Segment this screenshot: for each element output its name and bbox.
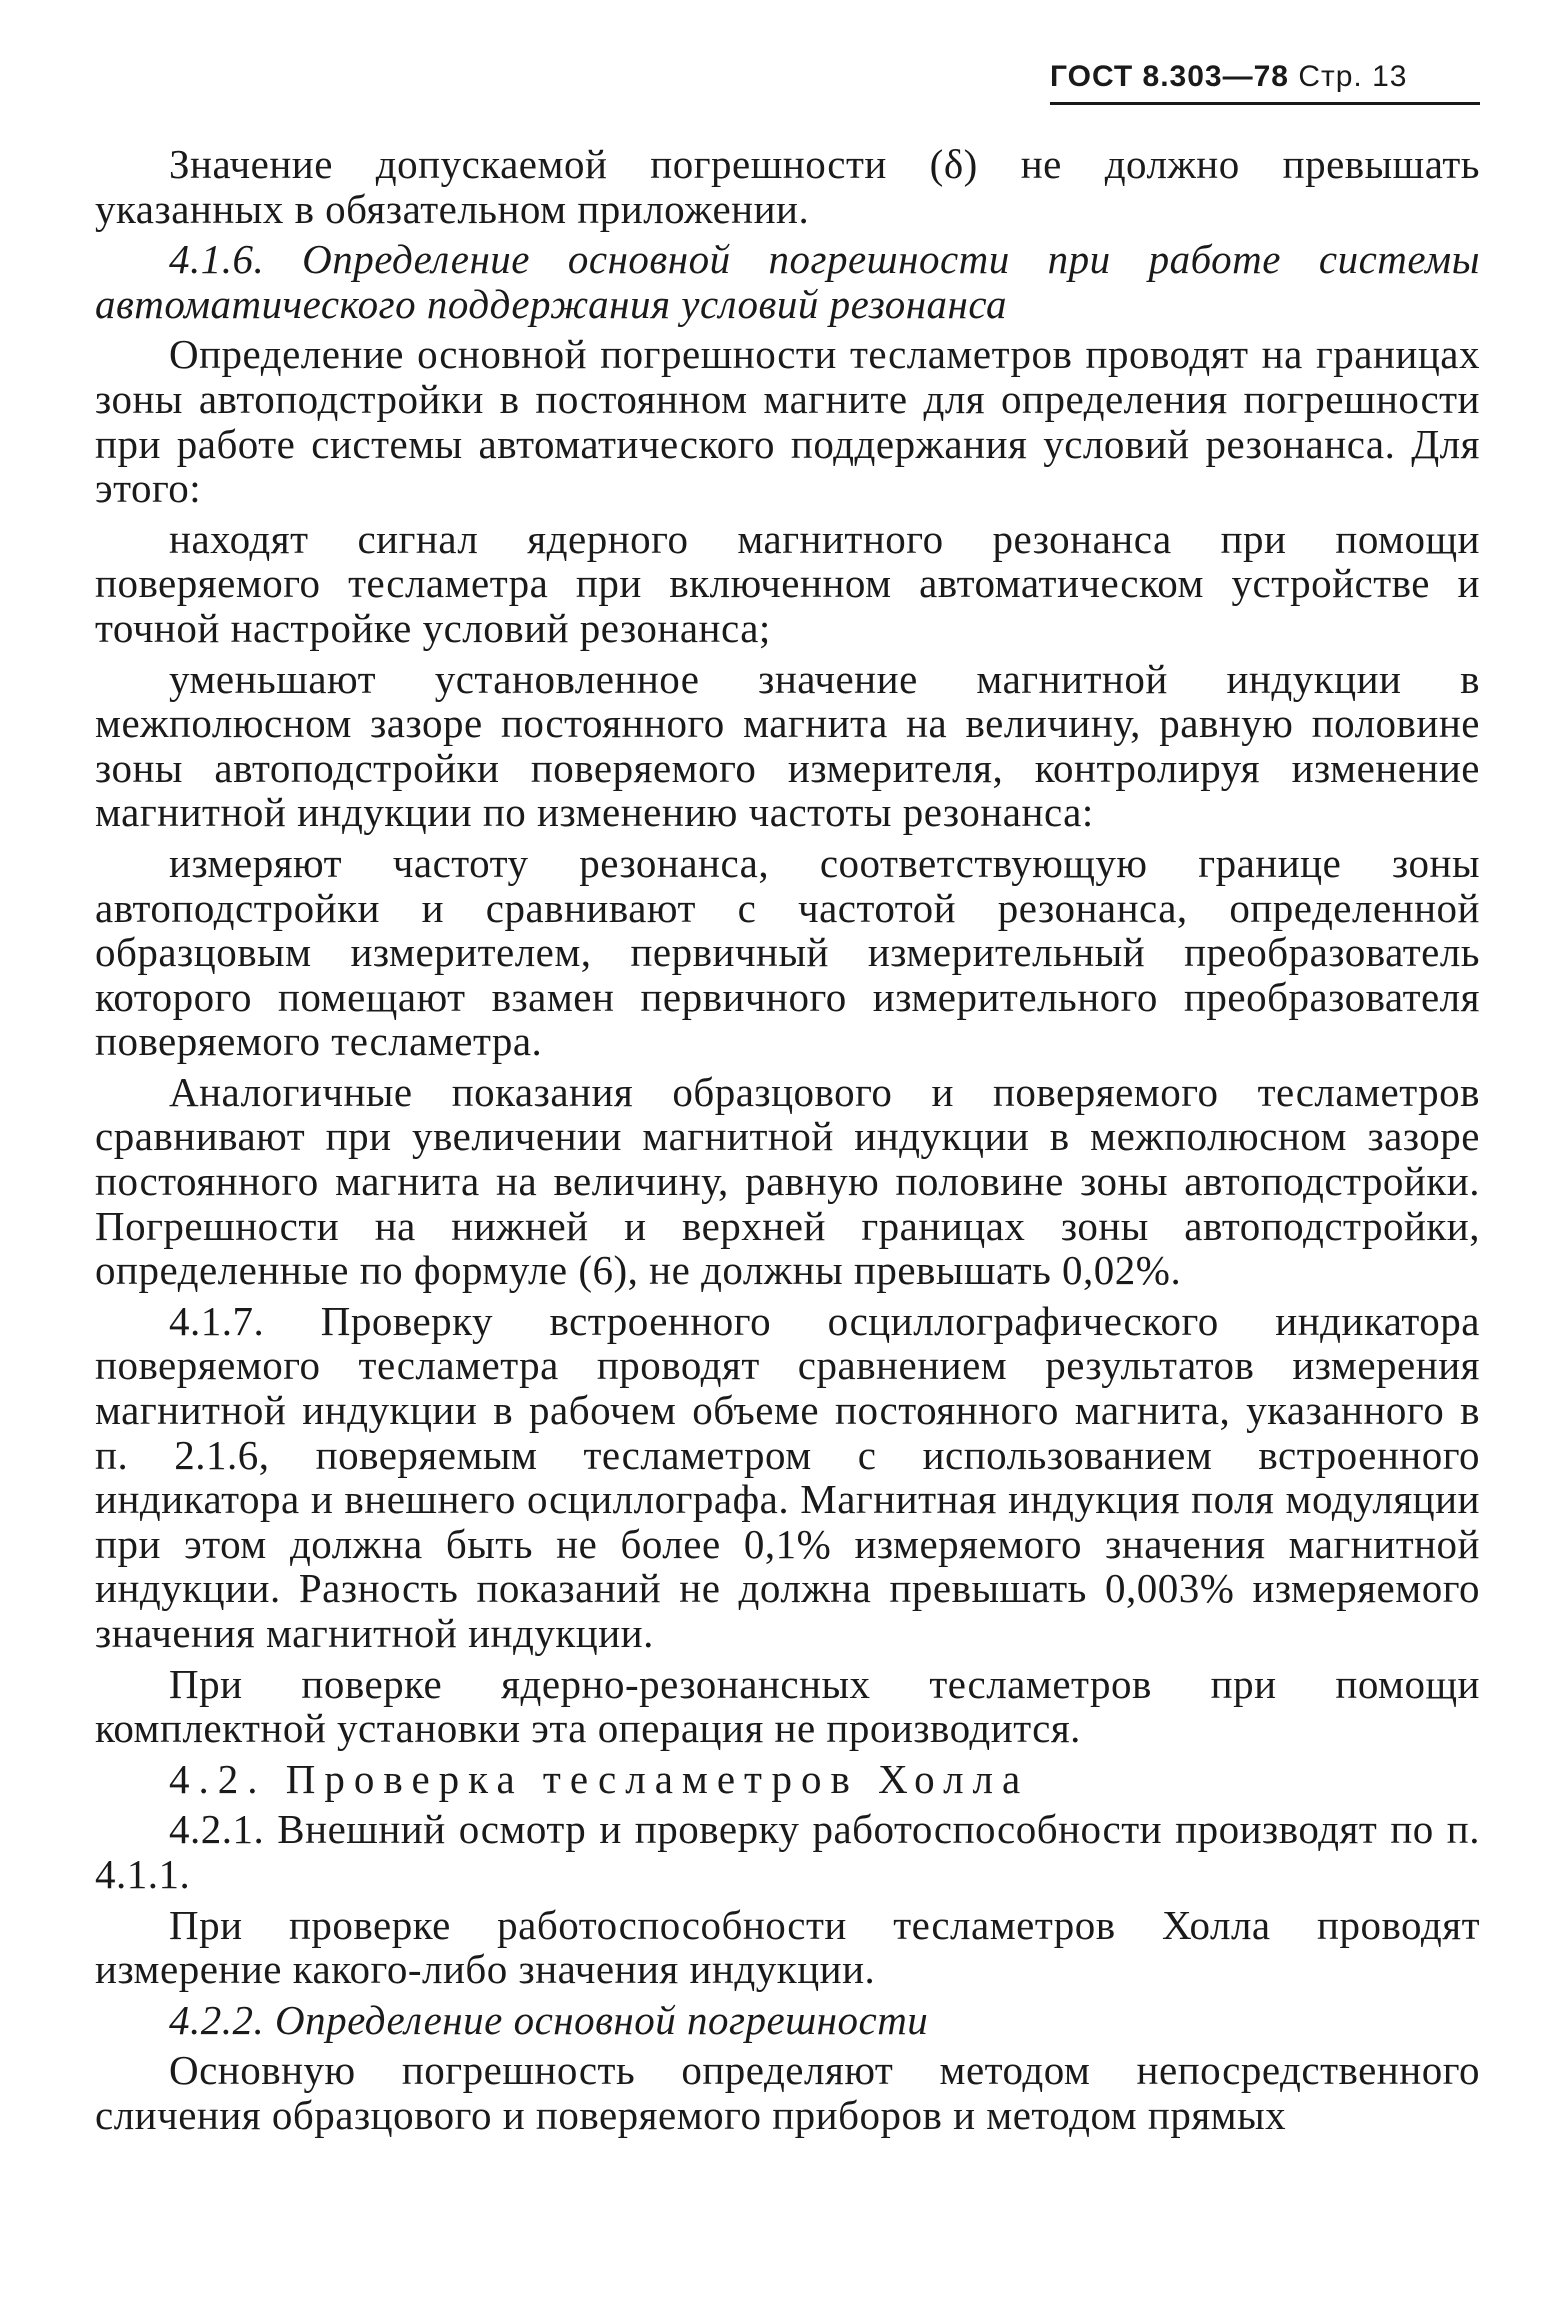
paragraph-7: Аналогичные показания образцового и поверяемого тесламетров сравнивают при увеличении магнитной индукции в межполюсном зазоре постоянного магнита на величину, равную половине зоны автоподстройки. Погрешности на нижней и верхней границах зоны автоподстройки, определенные по формуле (6), не должны превышать 0,02%.	[95, 1068, 1480, 1294]
paragraph-1: Значение допускаемой погрешности (δ) не должно превышать указанных в обязательном приложении.	[95, 141, 1480, 232]
paragraph-5: уменьшают установленное значение магнитной индукции в межполюсном зазоре постоянного магнита на величину, равную половине зоны автоподстройки поверяемого измерителя, контролируя изменение магнитной индукции по изменению частоты резонанса:	[95, 655, 1480, 836]
section-4-2-heading: 4.2. Проверка тесламетров Холла	[169, 1755, 1030, 1802]
section-4-2-2-heading: 4.2.2. Определение основной погрешности	[169, 1996, 929, 2043]
paragraph-9: При поверке ядерно-резонансных тесламетров при помощи комплектной установки эта операция не производится.	[95, 1660, 1480, 1752]
section-4-1-7-paragraph: 4.1.7. Проверку встроенного осциллографического индикатора поверяемого тесламетра проводят сравнением результатов измерения магнитной индукции в рабочем объеме постоянного магнита, указанного в п. 2.1.6, поверяемым тесламетром с использованием встроенного индикатора и внешнего осциллографа. Магнитная индукция поля модуляции при этом должна быть не более 0,1% измеряемого значения магнитной индукции. Разность показаний не должна превышать 0,003% измеряемого значения магнитной индукции.	[95, 1297, 1480, 1656]
paragraph-6: измеряют частоту резонанса, соответствующую границе зоны автоподстройки и сравнивают с частотой резонанса, определенной образцовым измерителем, первичный измерительный преобразователь которого помещают взамен первичного измерительного преобразователя поверяемого тесламетра.	[95, 839, 1480, 1065]
section-4-2-1-paragraph: 4.2.1. Внешний осмотр и проверку работоспособности производят по п. 4.1.1.	[95, 1806, 1480, 1897]
paragraph-4: находят сигнал ядерного магнитного резонанса при помощи поверяемого тесламетра при включенном автоматическом устройстве и точной настройке условий резонанса;	[95, 515, 1480, 651]
standard-number: ГОСТ 8.303—78	[1050, 60, 1289, 93]
document-body	[95, 142, 1480, 2144]
page-number: Стр. 13	[1298, 60, 1408, 93]
paragraph-14: Основную погрешность определяют методом непосредственного сличения образцового и поверяемого приборов и методом прямых	[95, 2047, 1480, 2138]
paragraph-3: Определение основной погрешности тесламетров проводят на границах зоны автоподстройки в постоянном магните для определения погрешности при работе системы автоматического поддержания условий резонанса. Для этого:	[95, 331, 1480, 512]
section-4-1-6-heading: 4.1.6. Определение основной погрешности при работе системы автоматического поддержания условий резонанса	[95, 236, 1480, 327]
paragraph-12: При проверке работоспособности тесламетров Холла проводят измерение какого-либо значения индукции.	[95, 1901, 1480, 1993]
page-header	[1050, 60, 1480, 105]
